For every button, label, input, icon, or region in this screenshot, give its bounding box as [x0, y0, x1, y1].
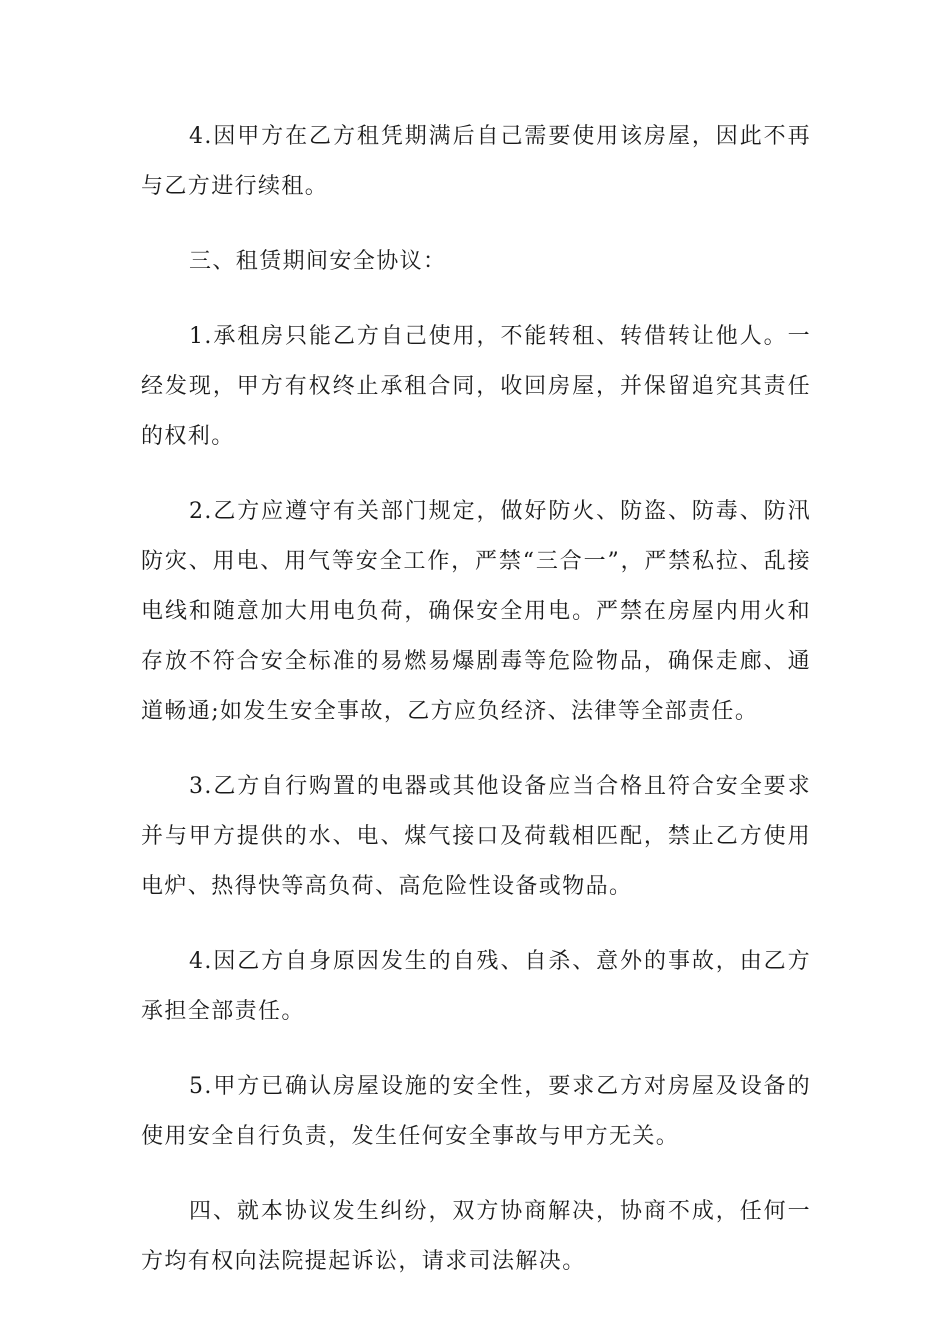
paragraph-safety-3: 3.乙方自行购置的电器或其他设备应当合格且符合安全要求并与甲方提供的水、电、煤气接口及荷载相匹配，禁止乙方使用电炉、热得快等高负荷、高危险性设备或物品。	[141, 774, 811, 899]
paragraph-safety-4: 4.因乙方自身原因发生的自残、自杀、意外的事故，由乙方承担全部责任。	[141, 949, 811, 1024]
paragraph-safety-5: 5.甲方已确认房屋设施的安全性，要求乙方对房屋及设备的使用安全自行负责，发生任何安全事故与甲方无关。	[141, 1074, 811, 1149]
document-body	[141, 112, 811, 1312]
paragraph-dispute-resolution: 四、就本协议发生纠纷，双方协商解决，协商不成，任何一方均有权向法院提起诉讼，请求司法解决。	[141, 1199, 811, 1274]
paragraph-safety-1: 1.承租房只能乙方自己使用，不能转租、转借转让他人。一经发现，甲方有权终止承租合同，收回房屋，并保留追究其责任的权利。	[141, 324, 811, 449]
paragraph-clause-4-renewal: 4.因甲方在乙方租凭期满后自己需要使用该房屋，因此不再与乙方进行续租。	[141, 124, 811, 199]
paragraph-safety-2: 2.乙方应遵守有关部门规定，做好防火、防盗、防毒、防汛防灾、用电、用气等安全工作，严禁“三合一”，严禁私拉、乱接电线和随意加大用电负荷，确保安全用电。严禁在房屋内用火和存放不符合安全标准的易燃易爆剧毒等危险物品，确保走廊、通道畅通;如发生安全事故，乙方应负经济、法律等全部责任。	[141, 499, 811, 724]
section-heading-safety-agreement: 三、租赁期间安全协议：	[189, 249, 447, 274]
